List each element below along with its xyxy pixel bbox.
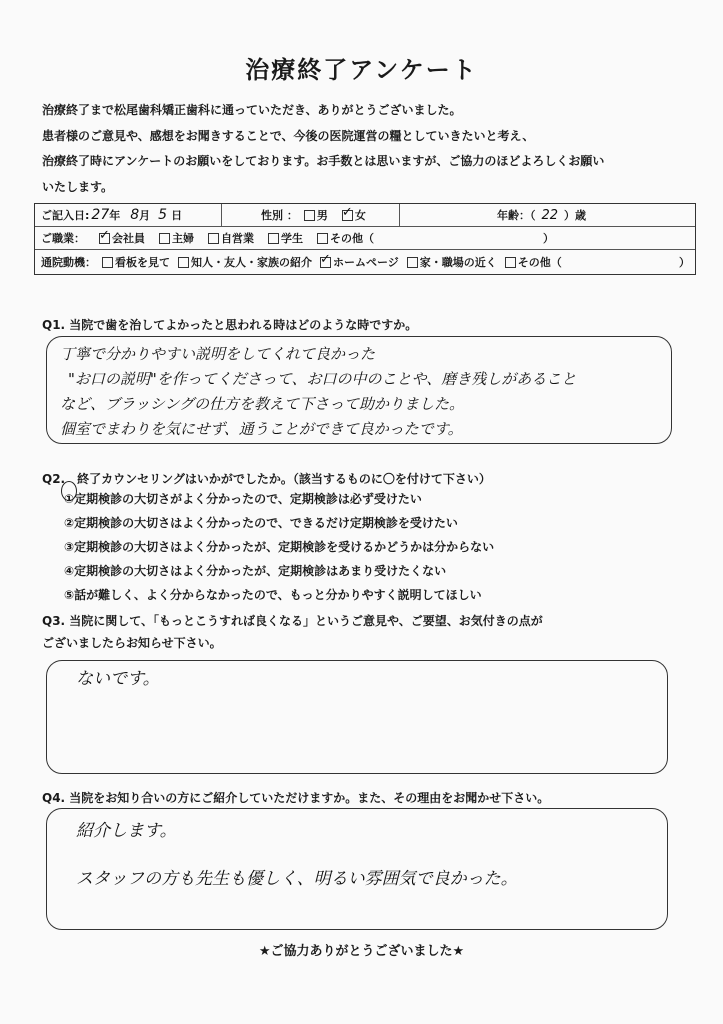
motive-field (41, 250, 562, 274)
motive-checkbox-homepage[interactable] (320, 257, 331, 268)
gender-field (261, 204, 366, 226)
occupation-label: ご職業： (41, 232, 85, 245)
date-label: ご記入日: (41, 209, 90, 222)
gender-label: 性別 ： (261, 209, 298, 222)
gender-female-label: 女 (354, 209, 366, 222)
motive-option: ホームページ (333, 256, 399, 269)
q4-answer-line1: 紹介します。 (76, 821, 177, 841)
respondent-info-table (34, 203, 696, 275)
occupation-checkbox-student[interactable] (268, 233, 279, 244)
occupation-option: 会社員 (112, 232, 145, 245)
day-unit: 日 (171, 209, 183, 222)
age-unit: ）歳 (564, 209, 587, 222)
occupation-option: その他（ (330, 232, 374, 245)
motive-label: 通院動機： (41, 256, 96, 269)
q1-answer-line: 個室でまわりを気にせず、通うことができて良かったです。 (60, 420, 463, 438)
gender-female-checkbox[interactable] (342, 210, 353, 221)
intro-text (42, 98, 682, 200)
q3-label-line2: ございましたらお知らせ下さい。 (42, 636, 222, 650)
occupation-option: 学生 (281, 232, 303, 245)
info-row-motive (35, 250, 695, 274)
q3-label-line1: Q3. 当院に関して、「もっとこうすれば良くなる」というご意見や、ご要望、お気付きの点が (42, 614, 543, 628)
motive-option: 家・職場の近く (419, 256, 497, 269)
age-value: 22 (541, 207, 559, 223)
q2-option-1[interactable]: ①定期検診の大切さがよく分かったので、定期検診は必ず受けたい (64, 492, 422, 506)
occupation-checkbox-housewife[interactable] (159, 233, 170, 244)
occupation-checkbox-selfemployed[interactable] (208, 233, 219, 244)
motive-option: 知人・友人・家族の紹介 (191, 256, 312, 269)
page-title: 治療終了アンケート (245, 56, 478, 84)
q4-answer-line2: スタッフの方も先生も優しく、明るい雰囲気で良かった。 (76, 869, 518, 889)
month-unit: 月 (139, 209, 151, 222)
motive-option: 看板を見て (115, 256, 170, 269)
q1-answer-line: など、ブラッシングの仕方を教えて下さって助かりました。 (60, 395, 465, 413)
occupation-checkbox-other[interactable] (317, 233, 328, 244)
q1-answer-line: 丁寧で分かりやすい説明をしてくれて良かった (60, 345, 376, 363)
motive-checkbox-signboard[interactable] (102, 257, 113, 268)
gender-male-label: 男 (316, 209, 328, 222)
motive-checkbox-referral[interactable] (178, 257, 189, 268)
date-field[interactable] (41, 204, 182, 226)
date-day: 5 (158, 207, 168, 223)
q3-answer: ないです。 (76, 669, 160, 689)
date-year: 27 (91, 207, 110, 223)
q1-answer-line: "お口の説明"を作ってくださって、お口の中のことや、磨き残しがあること (68, 370, 577, 388)
q1-answer (60, 342, 670, 442)
age-label: 年齢：（ (497, 209, 536, 222)
divider (221, 204, 222, 226)
motive-checkbox-nearby[interactable] (407, 257, 418, 268)
occupation-other-close: ） (543, 232, 554, 245)
intro-line: 患者様のご意見や、感想をお聞きすることで、今後の医院運営の糧としていきたいと考え、 (42, 128, 535, 143)
q2-option-4[interactable]: ④定期検診の大切さはよく分かったが、定期検診はあまり受けたくない (64, 564, 447, 578)
q2-label: Q2. 終了カウンセリングはいかがでしたか。（該当するものに〇を付けて下さい） (42, 472, 491, 486)
gender-male-checkbox[interactable] (304, 210, 315, 221)
motive-option: その他（ (517, 256, 562, 269)
q4-label: Q4. 当院をお知り合いの方にご紹介していただけますか。また、その理由をお聞かせ下さい。 (42, 791, 550, 805)
occupation-option: 主婦 (172, 232, 194, 245)
info-row-occupation (35, 227, 695, 250)
intro-line: いたします。 (42, 179, 114, 194)
info-row-date-gender-age (35, 204, 695, 227)
motive-other-close: ） (679, 256, 690, 269)
q1-label: Q1. 当院で歯を治してよかったと思われる時はどのような時ですか。 (42, 318, 418, 332)
motive-checkbox-other[interactable] (505, 257, 516, 268)
q2-option-2[interactable]: ②定期検診の大切さはよく分かったので、できるだけ定期検診を受けたい (64, 516, 458, 530)
intro-line: 治療終了時にアンケートのお願いをしております。お手数とは思いますが、ご協力のほどよろしくお願い (42, 154, 605, 168)
occupation-option: 自営業 (221, 232, 254, 245)
thank-you-footer: ★ご協力ありがとうございました★ (258, 944, 465, 959)
occupation-checkbox-company[interactable] (99, 233, 110, 244)
q2-option-5[interactable]: ⑤話が難しく、よく分からなかったので、もっと分かりやすく説明してほしい (64, 588, 482, 602)
date-month: 8 (130, 207, 140, 223)
divider (399, 204, 400, 226)
q2-option-3[interactable]: ③定期検診の大切さはよく分かったが、定期検診を受けるかどうかは分からない (64, 540, 495, 554)
occupation-field (41, 227, 374, 249)
intro-line: 治療終了まで松尾歯科矯正歯科に通っていただき、ありがとうございました。 (42, 103, 462, 117)
year-unit: 年 (109, 209, 121, 222)
age-field[interactable] (497, 204, 586, 226)
